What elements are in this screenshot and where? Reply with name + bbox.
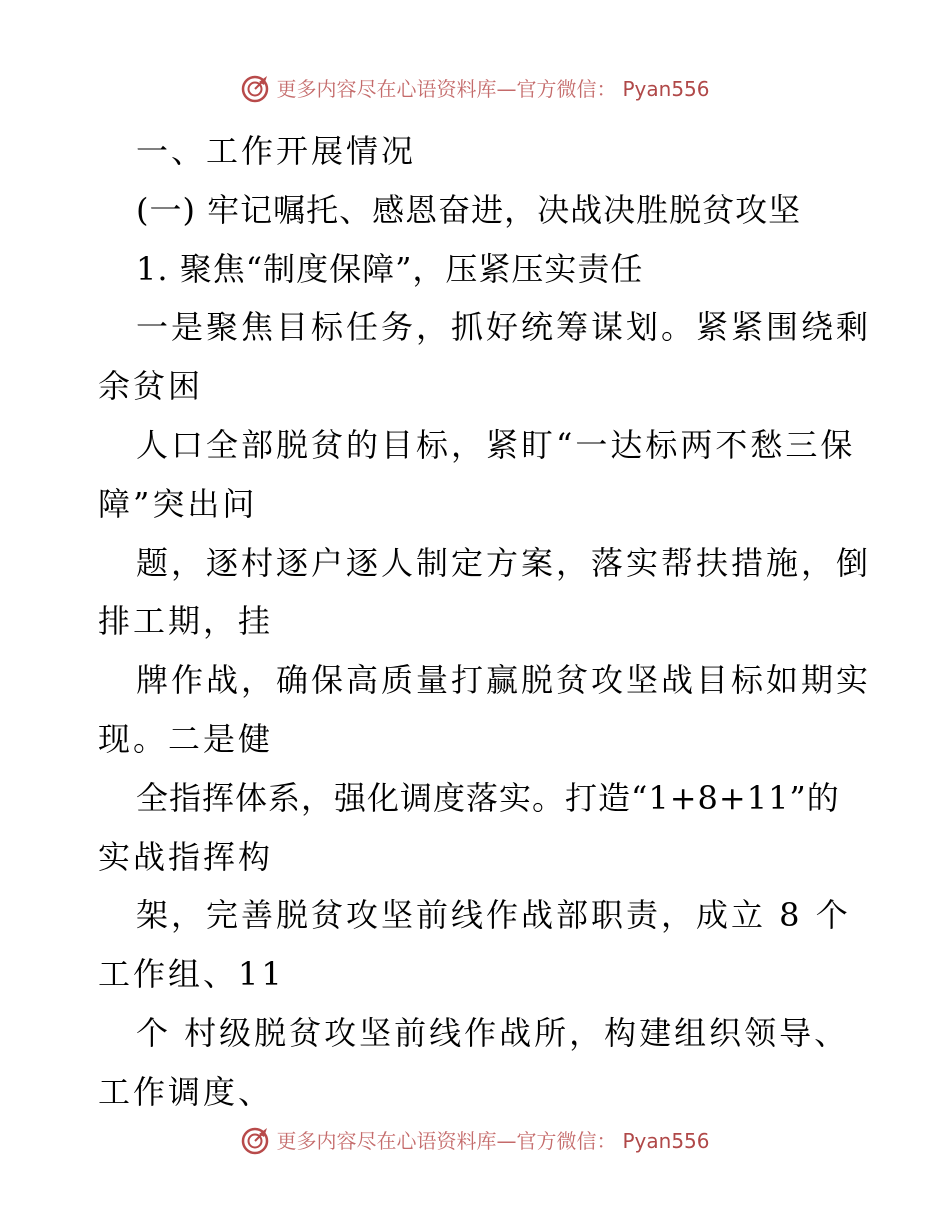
paragraph-line: 架，完善脱贫攻坚前线作战部职责，成立 8 个: [136, 896, 851, 935]
paragraph-line: 实战指挥构: [98, 837, 274, 876]
paragraph-line: 余贫困: [98, 367, 204, 406]
paragraph-line: 工作组、11: [98, 955, 285, 994]
paragraph-line: 人口全部脱贫的目标，紧盯“一达标两不愁三保: [136, 425, 856, 464]
pen-logo-icon: [240, 1126, 270, 1156]
paragraph-line: 个 村级脱贫攻坚前线作战所，构建组织领导、: [136, 1013, 850, 1052]
paragraph-line: 现。二是健: [98, 719, 274, 758]
watermark-text: 更多内容尽在心语资料库—官方微信：: [276, 1129, 617, 1153]
subsection-heading: (一) 牢记嘱托、感恩奋进，决战决胜脱贫攻坚: [136, 190, 802, 229]
paragraph-line: 一是聚焦目标任务，抓好统筹谋划。紧紧围绕剩: [136, 308, 872, 347]
document-body: [98, 122, 872, 1122]
pen-logo-icon: [240, 74, 270, 104]
footer-watermark: [0, 1126, 950, 1156]
paragraph-line: 障”突出问: [98, 484, 258, 523]
watermark-account: Pyan556: [622, 1129, 710, 1153]
watermark-text: 更多内容尽在心语资料库—官方微信：: [276, 77, 617, 101]
item-heading: 1. 聚焦“制度保障”，压紧压实责任: [136, 249, 644, 288]
section-heading: 一、工作开展情况: [136, 132, 417, 170]
paragraph-line: 排工期，挂: [98, 602, 274, 641]
header-watermark: [0, 74, 950, 104]
paragraph-line: 工作调度、: [98, 1072, 274, 1111]
paragraph-line: 牌作战，确保高质量打赢脱贫攻坚战目标如期实: [136, 661, 872, 700]
watermark-account: Pyan556: [622, 77, 710, 101]
paragraph-line: 全指挥体系，强化调度落实。打造“1+8+11”的: [136, 778, 840, 817]
paragraph-line: 题，逐村逐户逐人制定方案，落实帮扶措施，倒: [136, 543, 872, 582]
